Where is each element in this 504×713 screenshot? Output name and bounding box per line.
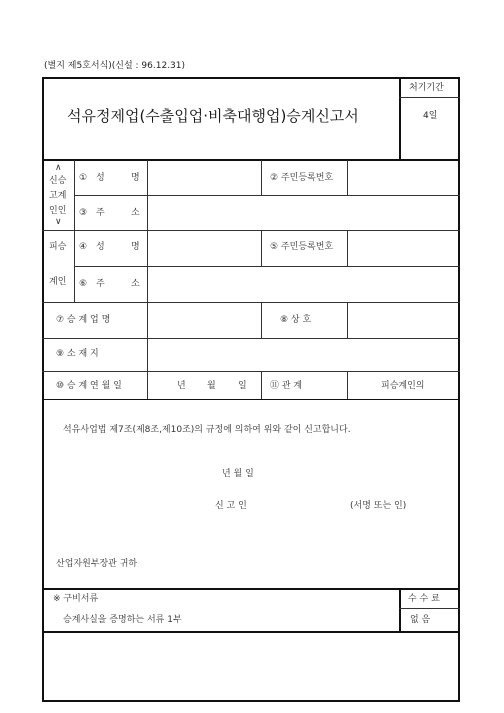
date-mid-col-line: [261, 371, 262, 399]
date-right-col-line: [347, 371, 348, 399]
fee-label: 수 수 료: [408, 594, 440, 604]
business-type-field[interactable]: [148, 304, 260, 337]
report-date: 년 월 일: [222, 469, 254, 479]
processing-label-divider: [399, 97, 460, 98]
succession-date-month: 월: [207, 381, 216, 391]
successor-group-label-1: 신승: [49, 176, 67, 186]
predecessor-rrn-label: ⑤ 주민등록번호: [270, 242, 334, 252]
successor-rrn-label: ② 주민등록번호: [270, 173, 334, 183]
predecessor-group-label-2: 계인: [49, 277, 67, 287]
predecessor-name-field[interactable]: [148, 231, 260, 265]
biz-mid-col-line: [261, 303, 262, 338]
reporter-label: 신 고 인: [215, 501, 247, 511]
relation-label: ⑪ 관 계: [270, 381, 303, 391]
predecessor-addr-a: 주: [96, 279, 105, 289]
form-title: 석유정제업(수출입업·비축대행업)승계신고서: [67, 107, 359, 125]
fee-value: 없 음: [410, 615, 431, 625]
business-type-label: ⑦ 승 계 업 명: [56, 315, 111, 325]
biz-row-line-3: [42, 399, 460, 400]
trade-name-label: ⑧ 상 호: [280, 315, 312, 325]
mid-col-line: [261, 160, 262, 195]
predecessor-addr-b: 소: [131, 279, 140, 289]
successor-rrn-field[interactable]: [348, 161, 459, 194]
successor-name-num: ①: [79, 173, 88, 183]
location-field[interactable]: [148, 339, 459, 370]
successor-group-top: ∧: [55, 163, 62, 173]
successor-group-bottom: ∨: [55, 217, 62, 227]
successor-addr-a: 주: [96, 208, 105, 218]
signature-hint: (서명 또는 인): [350, 501, 407, 511]
successor-group-label-2: 고계: [49, 191, 67, 201]
predecessor-name-b: 명: [131, 242, 140, 252]
trade-name-field[interactable]: [348, 304, 459, 337]
title-divider: [399, 77, 401, 159]
docs-top-line: [42, 588, 460, 590]
succession-date-field[interactable]: [148, 372, 260, 398]
required-docs-item: 승계사실을 증명하는 서류 1부: [63, 615, 182, 625]
predecessor-address-field[interactable]: [148, 267, 459, 301]
successor-addr-num: ③: [79, 208, 88, 218]
reporter-signature-field[interactable]: [268, 495, 346, 515]
successor-group-label-3: 인인: [49, 206, 67, 216]
statement-text: 석유사업법 제7조(제8조,제10조)의 규정에 의하여 위와 같이 신고합니다.: [63, 425, 351, 435]
relation-value: 피승계인의: [381, 381, 425, 391]
fee-divider: [399, 589, 401, 631]
successor-name-b: 명: [131, 173, 140, 183]
predecessor-addr-num: ⑥: [79, 279, 88, 289]
mid-col-line-2: [261, 230, 262, 266]
successor-name-a: 성: [96, 173, 105, 183]
successor-addr-b: 소: [131, 208, 140, 218]
form-number: (별지 제5호서식)(신설 : 96.12.31): [44, 61, 186, 71]
predecessor-name-num: ④: [79, 242, 88, 252]
predecessor-group-label-1: 피승: [49, 242, 67, 252]
group-col-line: [74, 160, 75, 302]
required-docs-header: ※ 구비서류: [53, 594, 99, 604]
predecessor-name-a: 성: [96, 242, 105, 252]
addressee: 산업자원부장관 귀하: [56, 559, 138, 569]
location-label: ⑨ 소 재 지: [56, 349, 99, 359]
successor-address-field[interactable]: [148, 196, 459, 229]
processing-label: 처기기간: [409, 83, 444, 93]
succession-date-year: 년: [177, 381, 186, 391]
row-line-4: [42, 302, 460, 303]
docs-bottom-line: [42, 631, 460, 633]
predecessor-rrn-field[interactable]: [348, 231, 459, 265]
processing-value: 4일: [423, 111, 438, 121]
fee-header-line: [399, 608, 460, 609]
succession-date-label: ⑩ 승 계 연 월 일: [56, 381, 122, 391]
succession-date-day: 일: [238, 381, 247, 391]
successor-name-field[interactable]: [148, 161, 260, 194]
